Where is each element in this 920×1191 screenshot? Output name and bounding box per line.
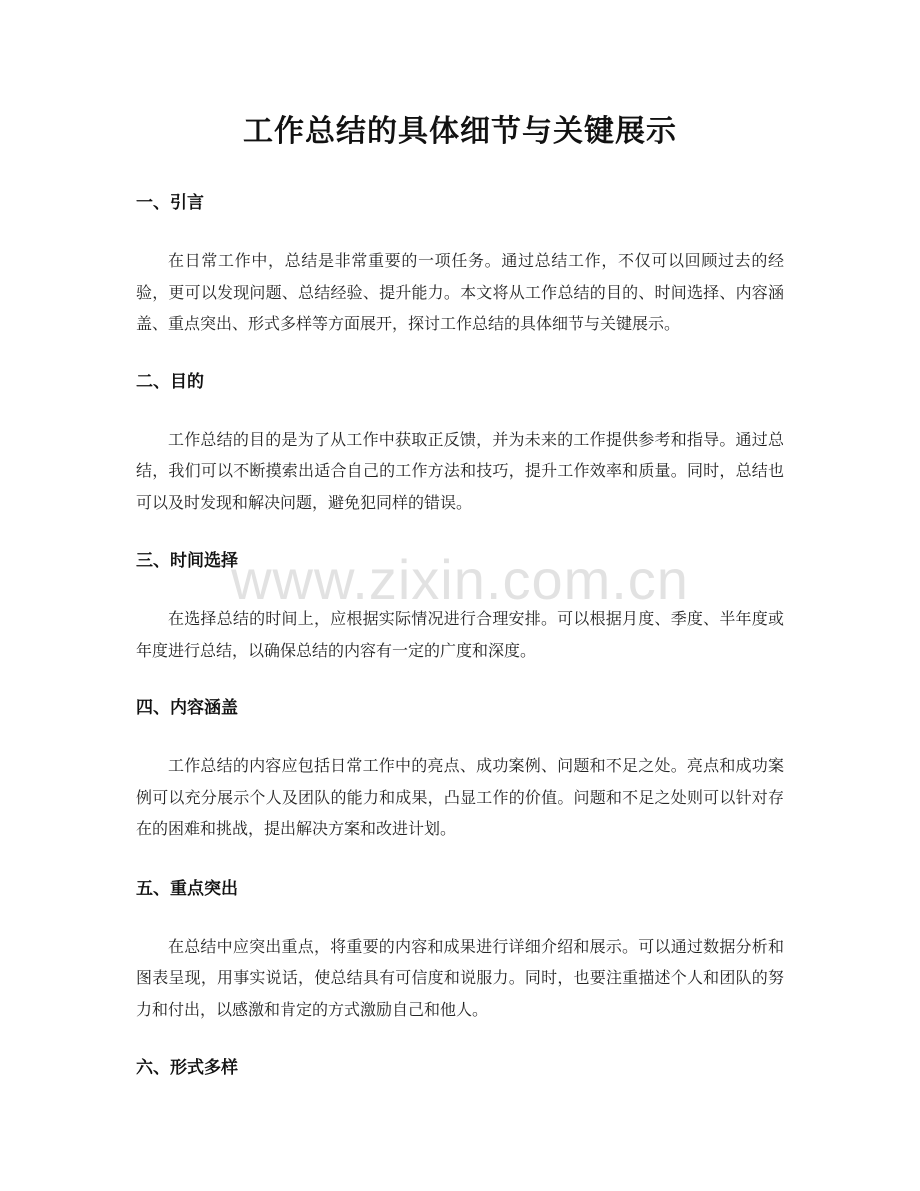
section-introduction [136, 189, 784, 340]
section-paragraph: 工作总结的目的是为了从工作中获取正反馈，并为未来的工作提供参考和指导。通过总结，我们可以不断摸索出适合自己的工作方法和技巧，提升工作效率和质量。同时，总结也可以及时发现和解决问题，避免犯同样的错误。 [136, 429, 784, 512]
section-paragraph: 工作总结的内容应包括日常工作中的亮点、成功案例、问题和不足之处。亮点和成功案例可以充分展示个人及团队的能力和成果，凸显工作的价值。问题和不足之处则可以针对存在的困难和挑战，提出解决方案和改进计划。 [136, 756, 784, 838]
section-paragraph: 在选择总结的时间上，应根据实际情况进行合理安排。可以根据月度、季度、半年度或年度进行总结，以确保总结的内容有一定的广度和深度。 [136, 609, 784, 660]
section-heading: 三、时间选择 [136, 551, 238, 571]
section-content-coverage [136, 694, 784, 845]
section-paragraph: 在日常工作中，总结是非常重要的一项任务。通过总结工作，不仅可以回顾过去的经验，更可以发现问题、总结经验、提升能力。本文将从工作总结的目的、时间选择、内容涵盖、重点突出、形式多样等方面展开，探讨工作总结的具体细节与关键展示。 [136, 251, 784, 333]
section-heading: 四、内容涵盖 [136, 698, 238, 718]
section-timing [136, 547, 784, 666]
section-heading: 一、引言 [136, 193, 204, 213]
section-heading: 五、重点突出 [136, 878, 238, 899]
section-purpose [136, 368, 784, 519]
section-heading: 六、形式多样 [136, 1058, 238, 1078]
watermark: www.zixin.com.cn [231, 548, 689, 611]
section-paragraph: 在总结中应突出重点，将重要的内容和成果进行详细介绍和展示。可以通过数据分析和图表呈现，用事实说话，使总结具有可信度和说服力。同时，也要注重描述个人和团队的努力和付出，以感激和肯定的方式激励自己和他人。 [136, 936, 784, 1019]
section-diverse-forms [136, 1054, 784, 1082]
document-title: 工作总结的具体细节与关键展示 [243, 114, 677, 149]
section-heading: 二、目的 [136, 371, 204, 392]
section-highlights [136, 875, 784, 1026]
